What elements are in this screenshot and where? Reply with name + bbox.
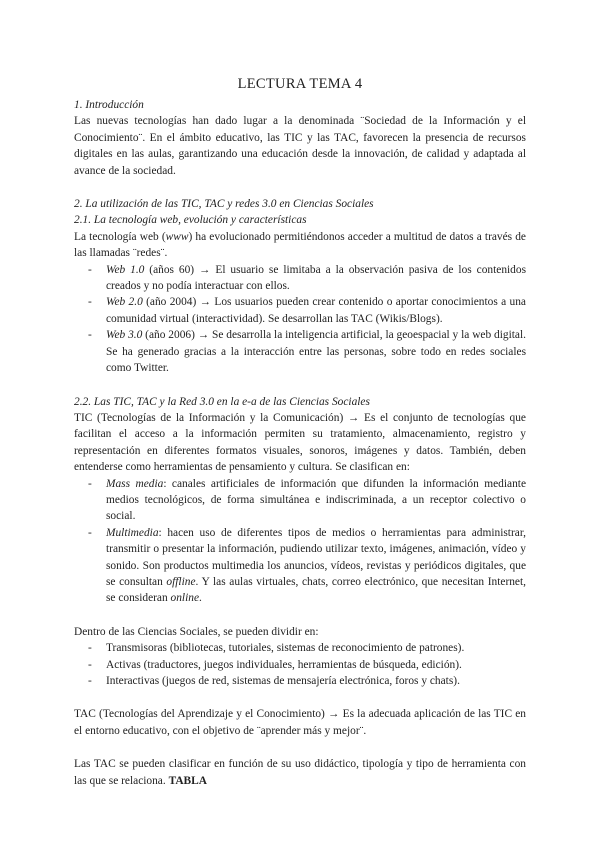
divide-intro: Dentro de las Ciencias Sociales, se pueden dividir en: — [74, 625, 319, 638]
list-item: - Interactivas (juegos de red, sistemas de mensajería electrónica, foros y chats). — [88, 675, 460, 687]
web-intro-paragraph: La tecnología web (www) ha evolucionado permitiéndonos acceder a multitud de datos a través de las llamadas ¨redes¨. — [74, 230, 526, 260]
section-1-paragraph: Las nuevas tecnologías han dado lugar a la denominada ¨Sociedad de la Información y el Conocimiento¨. En el ámbito educativo, las TIC y las TAC, favorecen la presencia de recursos digitales en las aulas, garantizando una educación desde la innovación, de calidad y adaptada al avance de la sociedad. — [74, 115, 526, 177]
list-item: - Multimedia: hacen uso de diferentes tipos de medios o herramientas para administrar, transmitir o presentar la información, pudiendo utilizar texto, imágenes, animación, vídeo y sonido. Son productos multimedia los anuncios, vídeos, revistas y periódicos digitales, que se consultan offline. Y las aulas virtuales, chats, correo electrónico, que necesitan Internet, se consideran online. — [88, 526, 527, 605]
tac-paragraph: TAC (Tecnologías del Aprendizaje y el Conocimiento) → Es la adecuada aplicación de las TIC en el entorno educativo, con el objetivo de ¨aprender más y mejor¨. — [74, 708, 526, 737]
tic-types-list — [74, 476, 526, 607]
list-item: - Web 2.0 (año 2004) → Los usuarios pueden crear contenido o aportar conocimientos a una comunidad virtual (interactividad). Se desarrollan las TAC (Wikis/Blogs). — [88, 296, 526, 325]
section-1-heading: 1. Introducción — [74, 99, 144, 111]
list-item: - Web 1.0 (años 60) → El usuario se limitaba a la observación pasiva de los contenidos creados y no podía interactuar con ellos. — [88, 263, 527, 293]
section-2-1-heading: 2.1. La tecnología web, evolución y características — [74, 214, 307, 227]
tabla-label: TABLA — [168, 774, 207, 787]
list-item: - Activas (traductores, juegos individuales, herramientas de búsqueda, edición). — [88, 658, 462, 671]
section-2-heading: 2. La utilización de las TIC, TAC y redes 3.0 en Ciencias Sociales — [74, 198, 374, 211]
divide-list — [74, 640, 526, 689]
document-body — [74, 75, 526, 789]
page-title: LECTURA TEMA 4 — [237, 76, 363, 92]
section-2-2-heading: 2.2. Las TIC, TAC y la Red 3.0 en la e-a de las Ciencias Sociales — [74, 395, 370, 408]
list-item: - Mass media: canales artificiales de información que difunden la información mediante medios tecnológicos, de forma simultánea e indiscriminada, a un receptor colectivo o social. — [88, 477, 526, 523]
web-versions-list — [74, 262, 526, 377]
tac-classification-paragraph: Las TAC se pueden clasificar en función de su uso didáctico, tipología y tipo de herramienta con las que se relaciona. TABLA — [74, 758, 526, 787]
list-item: - Transmisoras (bibliotecas, tutoriales, sistemas de reconocimiento de patrones). — [88, 642, 465, 655]
tic-paragraph: TIC (Tecnologías de la Información y la Comunicación) → Es el conjunto de tecnologías que facilitan el acceso a la información permiten su tratamiento, almacenamiento, registro y representación en diferentes formatos visuales, sonoros, imágenes y datos. También, deben entenderse como herramientas de pensamiento y cultura. Se clasifican en: — [74, 411, 526, 474]
list-item: - Web 3.0 (año 2006) → Se desarrolla la inteligencia artificial, la geoespacial y la web digital. Se ha generado gracias a la interacción entre las personas, sobre todo en redes sociales como Twitter. — [88, 329, 527, 375]
